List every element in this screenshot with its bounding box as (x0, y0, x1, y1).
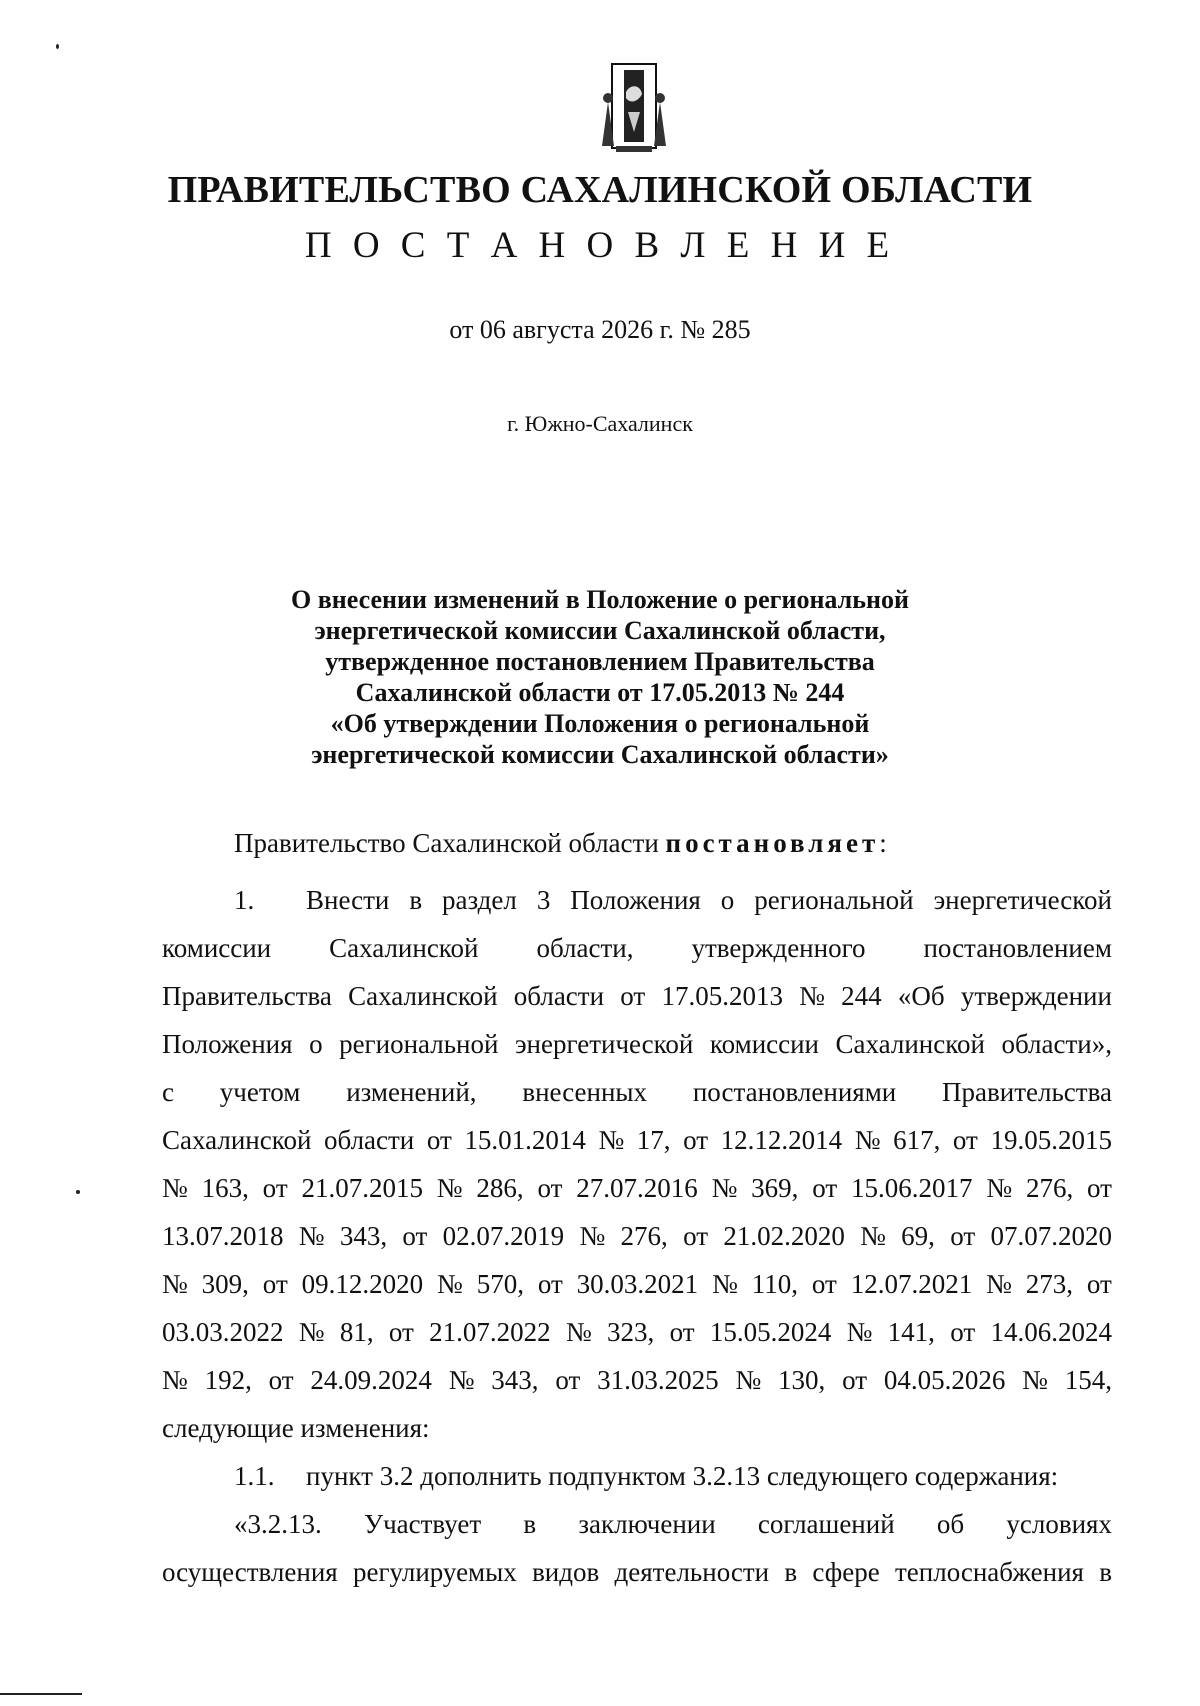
document-body (162, 876, 1112, 1596)
word: 130, (778, 1365, 826, 1395)
subject-line: энергетической комиссии Сахалинской области, (314, 616, 886, 645)
word: Сахалинской (162, 1125, 312, 1155)
word: № (712, 1269, 738, 1299)
word: 21.07.2022 (429, 1317, 551, 1347)
word: от (262, 1173, 288, 1203)
word: 163, (201, 1173, 249, 1203)
word: с (162, 1077, 174, 1107)
word: 343, (339, 1221, 388, 1251)
bottom-rule (0, 1693, 82, 1695)
word: № (986, 1269, 1012, 1299)
word: № (162, 1173, 188, 1203)
body-line (162, 1068, 1112, 1116)
word: 12.12.2014 (720, 1125, 843, 1155)
word: осуществления (162, 1557, 338, 1587)
word: от (537, 1173, 563, 1203)
word: сфере (812, 1557, 880, 1587)
word: 30.03.2021 (576, 1269, 699, 1299)
word: 617, (893, 1125, 941, 1155)
word: области», (1001, 1029, 1112, 1059)
item-1-1-line (162, 1452, 1112, 1500)
word: Внести (306, 885, 390, 915)
body-line (162, 1356, 1112, 1404)
word: утверждении (960, 981, 1112, 1011)
word: региональной (754, 885, 914, 915)
word: 110, (751, 1269, 798, 1299)
word: 13.07.2018 (162, 1221, 284, 1251)
word: регулируемых (352, 1557, 517, 1587)
word: от (683, 1221, 709, 1251)
word: 276, (620, 1221, 668, 1251)
word: от (683, 1125, 709, 1155)
word: Положения (570, 885, 701, 915)
item-text (306, 876, 1112, 924)
word: № (448, 1365, 475, 1395)
word: области (324, 1125, 415, 1155)
body-line (162, 1260, 1112, 1308)
word: 15.06.2017 (851, 1173, 973, 1203)
word: раздел (442, 885, 517, 915)
item-number: 1. (234, 885, 255, 915)
word: от (537, 1269, 563, 1299)
word: теплоснабжения (894, 1557, 1084, 1587)
item-1-first-line (162, 876, 1112, 924)
word: соглашений (757, 1509, 895, 1539)
subject-line: утвержденное постановлением Правительства (325, 647, 875, 676)
word: № (598, 1125, 625, 1155)
subject-line: Сахалинской области от 17.05.2013 № 244 (355, 678, 845, 707)
word: 09.12.2020 (301, 1269, 424, 1299)
word: № (298, 1221, 325, 1251)
word: 192, (204, 1365, 252, 1395)
word: «Об (897, 981, 945, 1011)
word: от (811, 1269, 837, 1299)
word: «3.2.13. (234, 1509, 322, 1539)
word: заключении (578, 1509, 716, 1539)
word: 15.01.2014 (464, 1125, 586, 1155)
word: внесенных (522, 1077, 648, 1107)
word: № (162, 1365, 188, 1395)
word: 276, (1025, 1173, 1074, 1203)
word: от (842, 1365, 868, 1395)
word: № (735, 1365, 762, 1395)
word: 69, (901, 1221, 935, 1251)
word: Положения (162, 1029, 293, 1059)
word: Участвует (363, 1509, 482, 1539)
word: от (1087, 1173, 1112, 1203)
word: 02.07.2019 (442, 1221, 565, 1251)
document-subject (240, 584, 960, 770)
word: в (1099, 1557, 1112, 1587)
coat-of-arms-emblem (586, 62, 682, 158)
word: от (950, 1317, 976, 1347)
preamble-verb: постановляет (665, 828, 880, 858)
word: 154, (1064, 1365, 1112, 1395)
word: комиссии (162, 933, 272, 963)
word: № (854, 1125, 881, 1155)
word: комиссии (709, 1029, 820, 1059)
word: утвержденного (691, 933, 866, 963)
subject-line: энергетической комиссии Сахалинской области» (311, 740, 889, 769)
word: в (409, 885, 423, 915)
word: 04.05.2026 (883, 1365, 1006, 1395)
word: от (555, 1365, 581, 1395)
word: 17, (636, 1125, 671, 1155)
word: 343, (491, 1365, 539, 1395)
word: условиях (1006, 1509, 1112, 1539)
item-text: пункт 3.2 дополнить подпунктом 3.2.13 следующего содержания: (306, 1461, 1059, 1491)
word: 323, (607, 1317, 655, 1347)
word: Сахалинской (835, 1029, 985, 1059)
word: области, (536, 933, 634, 963)
word: энергетической (514, 1029, 694, 1059)
word: № (298, 1317, 325, 1347)
word: энергетической (933, 885, 1112, 915)
document-city: г. Южно-Сахалинск (507, 411, 693, 436)
word: 17.05.2013 (661, 981, 783, 1011)
word: № (860, 1221, 886, 1251)
word: № (846, 1317, 873, 1347)
preamble (234, 826, 887, 860)
word: 141, (887, 1317, 935, 1347)
word: от (426, 1125, 452, 1155)
word: от (669, 1317, 695, 1347)
word: 21.07.2015 (301, 1173, 423, 1203)
word: 27.07.2016 (576, 1173, 698, 1203)
word: Правительства (162, 981, 332, 1011)
word: о (309, 1029, 323, 1059)
subject-line: «Об утверждении Положения о региональной (330, 709, 870, 738)
word: № (986, 1173, 1013, 1203)
subject-line: О внесении изменений в Положение о региональной (291, 585, 909, 614)
word: 570, (476, 1269, 524, 1299)
word: Правительства (942, 1077, 1112, 1107)
word: от (620, 981, 646, 1011)
word: 81, (339, 1317, 374, 1347)
quote-second-line (162, 1548, 1112, 1596)
body-line (162, 1308, 1112, 1356)
word: видов (532, 1557, 600, 1587)
word: от (262, 1269, 288, 1299)
scan-speck (76, 1190, 80, 1194)
word: 03.03.2022 (162, 1317, 284, 1347)
word: № (1022, 1365, 1048, 1395)
word: 309, (201, 1269, 249, 1299)
word: № (162, 1269, 188, 1299)
word: № (565, 1317, 592, 1347)
word: 19.05.2015 (990, 1125, 1112, 1155)
word: 15.05.2024 (709, 1317, 832, 1347)
word: 07.07.2020 (990, 1221, 1112, 1251)
word: от (812, 1173, 838, 1203)
word: 12.07.2021 (850, 1269, 973, 1299)
word: № (711, 1173, 738, 1203)
preamble-tail: : (879, 828, 887, 858)
body-line (162, 1020, 1112, 1068)
word: Сахалинской (329, 933, 479, 963)
document-type-title: П О С Т А Н О В Л Е Н И Е (304, 225, 896, 266)
word: от (268, 1365, 294, 1395)
body-line (162, 972, 1112, 1020)
preamble-lead: Правительство Сахалинской области (234, 828, 666, 858)
word: № (579, 1221, 606, 1251)
body-line-last: следующие изменения: (162, 1413, 430, 1443)
body-line (162, 1116, 1112, 1164)
document-date-number: от 06 августа 2026 г. № 285 (449, 315, 751, 344)
word: № (437, 1269, 463, 1299)
item-number: 1.1. (234, 1461, 275, 1491)
word: области (513, 981, 605, 1011)
organization-title: ПРАВИТЕЛЬСТВО САХАЛИНСКОЙ ОБЛАСТИ (167, 169, 1033, 211)
word: 21.02.2020 (723, 1221, 845, 1251)
word: от (1086, 1269, 1112, 1299)
word: о (720, 885, 735, 915)
word: 286, (476, 1173, 524, 1203)
word: 369, (751, 1173, 799, 1203)
body-line (162, 924, 1112, 972)
word: 14.06.2024 (990, 1317, 1112, 1347)
word: учетом (219, 1077, 301, 1107)
word: № (799, 981, 825, 1011)
word: 273, (1025, 1269, 1073, 1299)
body-line (162, 1212, 1112, 1260)
quote-first-line (162, 1500, 1112, 1548)
word: 244 (841, 981, 882, 1011)
word: региональной (339, 1029, 499, 1059)
word: в (784, 1557, 798, 1587)
word: постановлениями (692, 1077, 897, 1107)
word: в (523, 1509, 537, 1539)
word: Сахалинской (348, 981, 498, 1011)
word: 24.09.2024 (310, 1365, 432, 1395)
word: деятельности (614, 1557, 770, 1587)
word: постановлением (923, 933, 1112, 963)
word: от (402, 1221, 428, 1251)
word: 3 (536, 885, 551, 915)
word: об (936, 1509, 965, 1539)
word: от (952, 1125, 978, 1155)
word: № (436, 1173, 463, 1203)
word: от (388, 1317, 414, 1347)
scan-speck (56, 44, 59, 49)
word: от (950, 1221, 976, 1251)
body-line (162, 1164, 1112, 1212)
word: 31.03.2025 (597, 1365, 719, 1395)
word: изменений, (346, 1077, 477, 1107)
